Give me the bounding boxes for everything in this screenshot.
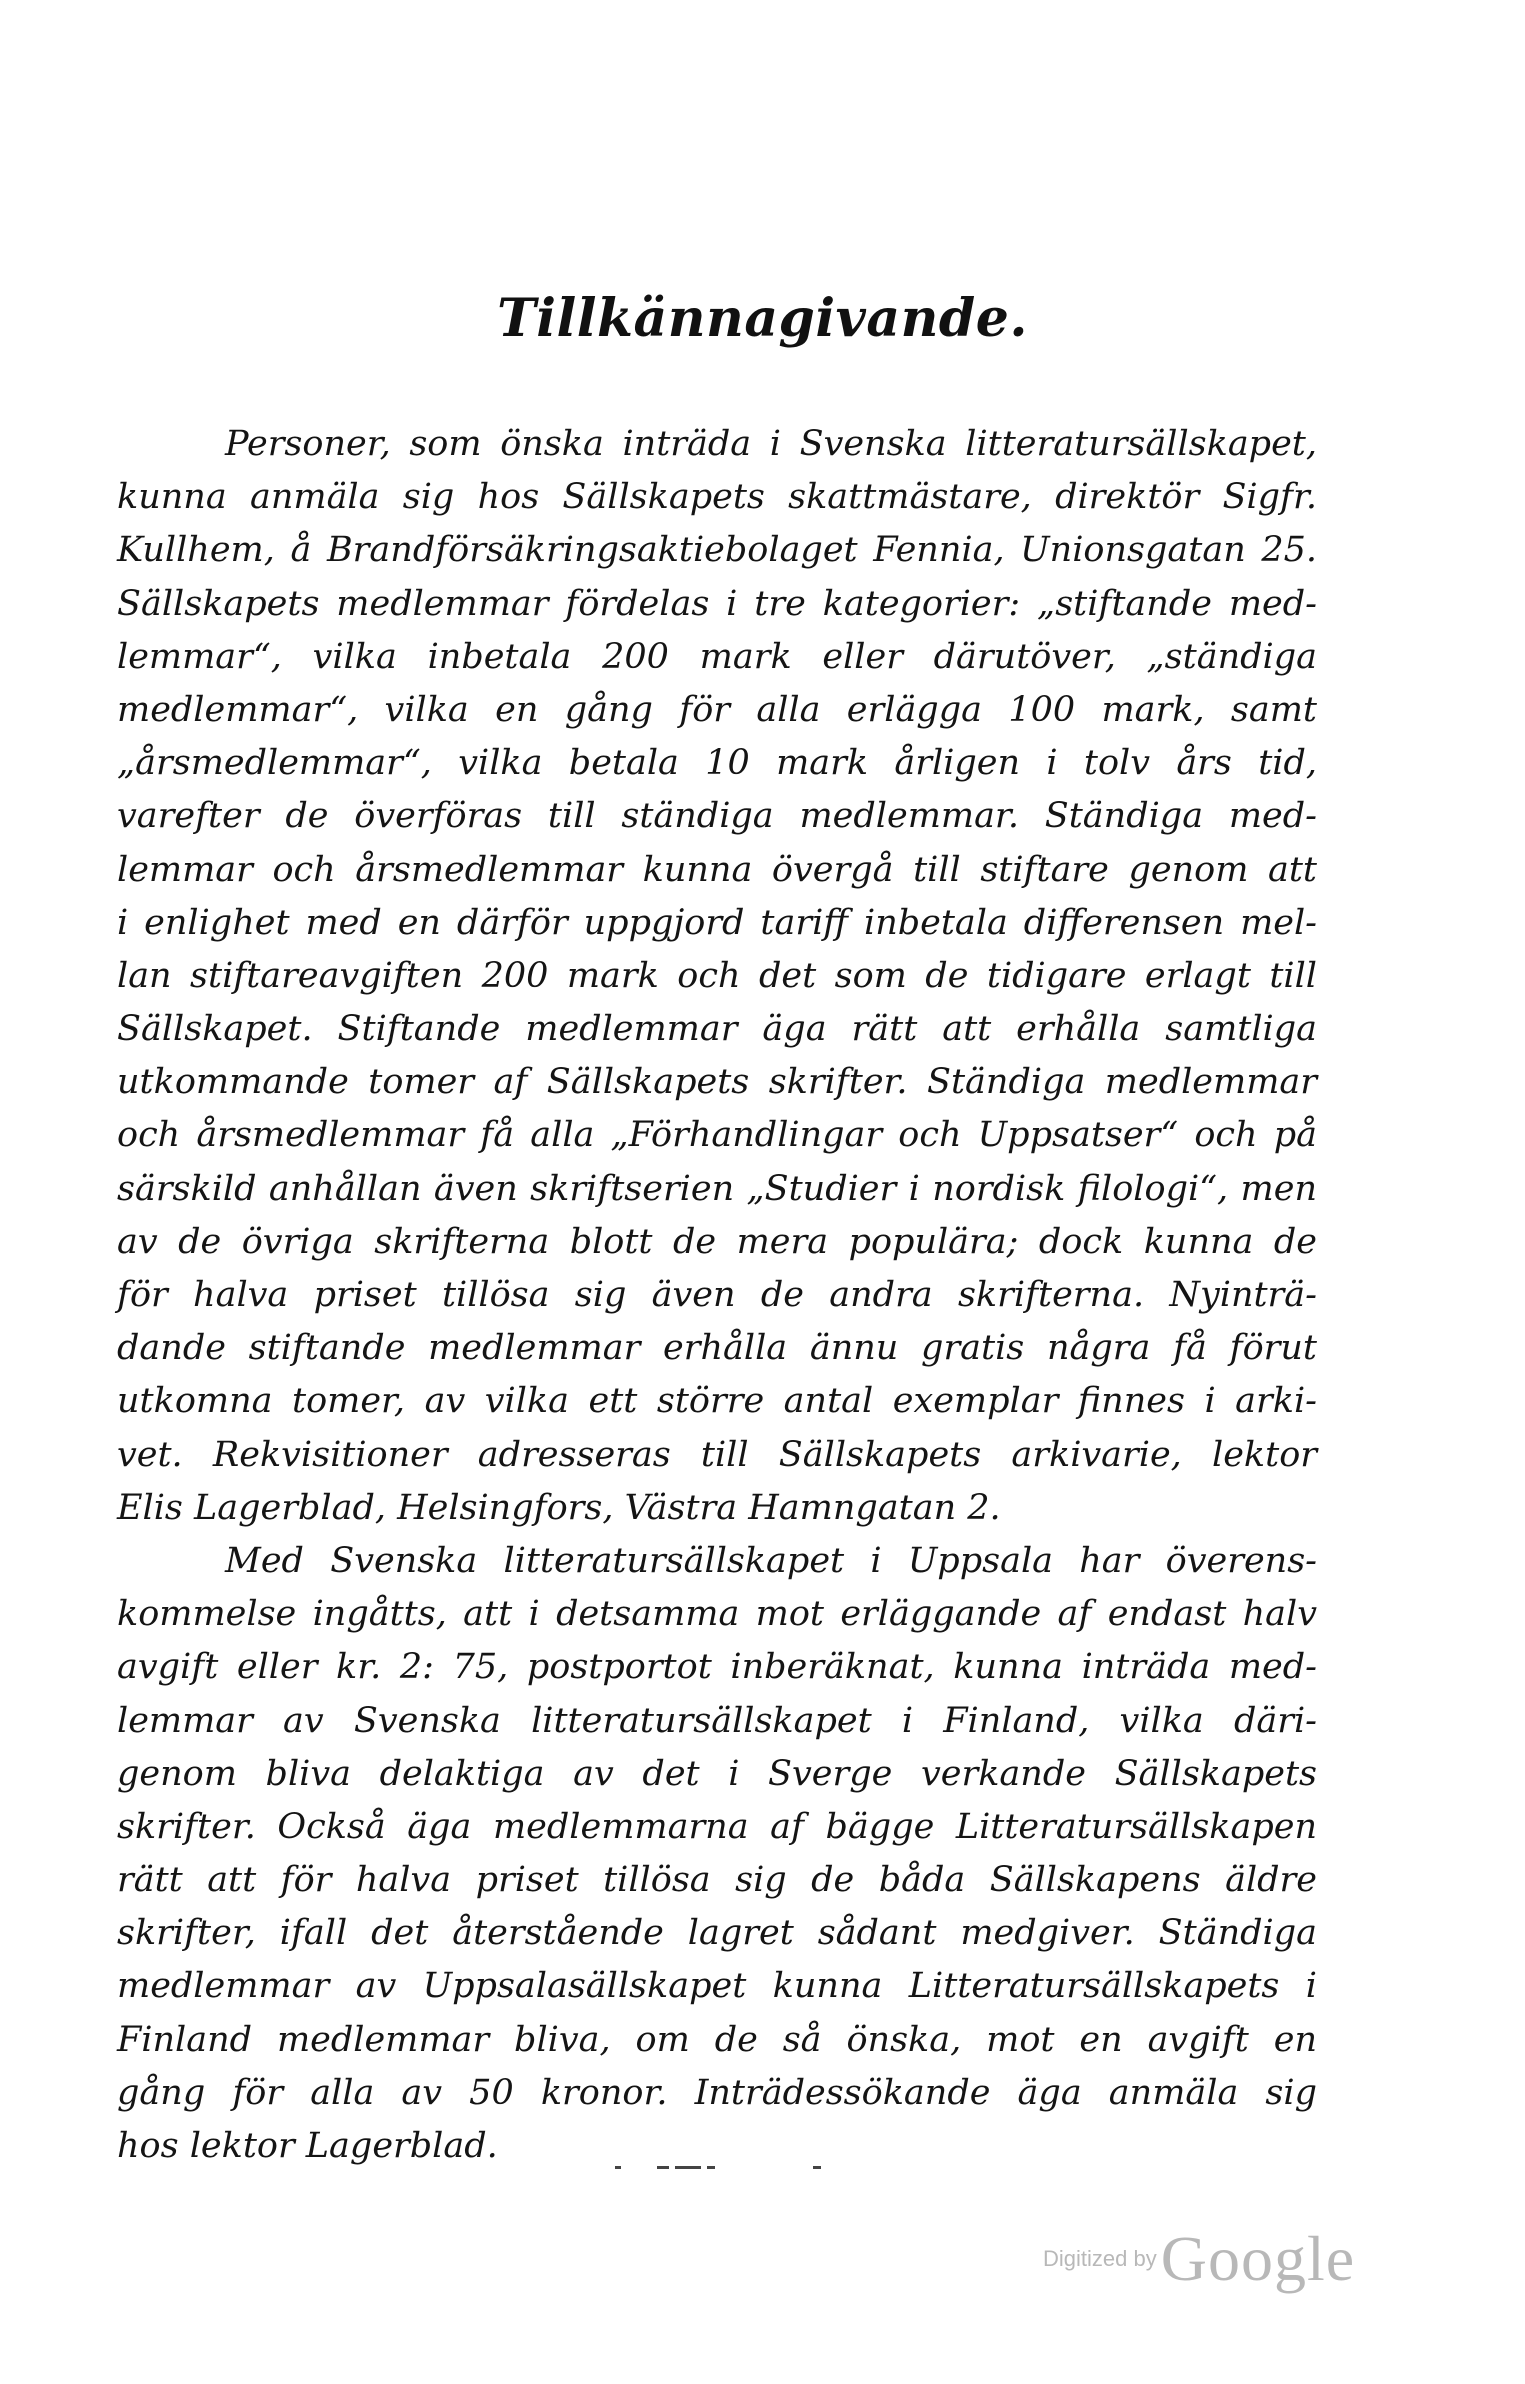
text-line: lan stiftareavgiften 200 mark och det som de tidigare erlagt till bbox=[117, 955, 1317, 996]
text-line: Med Svenska litteratursällskapet i Uppsala har överens- bbox=[225, 1540, 1317, 1581]
text-line: av de övriga skrifterna blott de mera populära; dock kunna de bbox=[117, 1221, 1317, 1262]
text-line: utkommande tomer af Sällskapets skrifter. Ständiga medlemmar bbox=[117, 1062, 1317, 1103]
text-line: medlemmar“, vilka en gång för alla erlägga 100 mark, samt bbox=[117, 689, 1317, 730]
text-line: för halva priset tillösa sig även de andra skrifterna. Nyinträ- bbox=[117, 1275, 1317, 1315]
decorative-rule bbox=[615, 2166, 825, 2172]
paragraph-1 bbox=[117, 418, 1317, 1535]
watermark-prefix: Digitized by bbox=[1043, 2246, 1157, 2271]
text-line: rätt att för halva priset tillösa sig de båda Sällskapens äldre bbox=[117, 1860, 1317, 1901]
text-line: Finland medlemmar bliva, om de så önska, mot en avgift en bbox=[117, 2019, 1317, 2060]
digitized-by-google-watermark bbox=[1043, 2222, 1355, 2296]
text-line: kunna anmäla sig hos Sällskapets skattmästare, direktör Sigfr. bbox=[117, 477, 1317, 518]
text-line: Personer, som önska inträda i Svenska litteratursällskapet, bbox=[225, 424, 1317, 464]
text-line: varefter de överföras till ständiga medlemmar. Ständiga med- bbox=[117, 796, 1317, 837]
watermark-brand: Google bbox=[1160, 2223, 1356, 2294]
text-line: skrifter. Också äga medlemmarna af bägge Litteratursällskapen bbox=[117, 1806, 1317, 1847]
text-line: „årsmedlemmar“, vilka betala 10 mark årligen i tolv års tid, bbox=[117, 743, 1317, 784]
page-title: Tillkännagivande. bbox=[497, 288, 1028, 349]
text-line: skrifter, ifall det återstående lagret sådant medgiver. Ständiga bbox=[117, 1913, 1317, 1954]
text-line: genom bliva delaktiga av det i Sverge verkande Sällskapets bbox=[117, 1753, 1317, 1794]
text-line: hos lektor Lagerblad. bbox=[117, 2126, 498, 2166]
text-line: dande stiftande medlemmar erhålla ännu gratis några få förut bbox=[117, 1328, 1317, 1369]
text-line: avgift eller kr. 2: 75, postportot inberäknat, kunna inträda med- bbox=[117, 1647, 1317, 1688]
text-line: och årsmedlemmar få alla „Förhandlingar och Uppsatser“ och på bbox=[117, 1115, 1317, 1156]
text-line: Sällskapet. Stiftande medlemmar äga rätt att erhålla samtliga bbox=[117, 1009, 1317, 1050]
text-line: kommelse ingåtts, att i detsamma mot erläggande af endast halv bbox=[117, 1594, 1317, 1635]
text-line: medlemmar av Uppsalasällskapet kunna Litteratursällskapets i bbox=[117, 1966, 1317, 2007]
text-line: lemmar av Svenska litteratursällskapet i Finland, vilka däri- bbox=[117, 1700, 1317, 1741]
text-line: gång för alla av 50 kronor. Inträdessökande äga anmäla sig bbox=[117, 2072, 1317, 2113]
text-line: Sällskapets medlemmar fördelas i tre kategorier: „stiftande med- bbox=[117, 583, 1317, 624]
text-line: lemmar“, vilka inbetala 200 mark eller därutöver, „ständiga bbox=[117, 636, 1317, 677]
text-line: särskild anhållan även skriftserien „Studier i nordisk filologi“, men bbox=[117, 1168, 1317, 1209]
paragraph-2 bbox=[117, 1535, 1317, 2173]
text-line: i enlighet med en därför uppgjord tariff inbetala differensen mel- bbox=[117, 902, 1317, 943]
text-line: vet. Rekvisitioner adresseras till Sällskapets arkivarie, lektor bbox=[117, 1434, 1317, 1475]
text-line: utkomna tomer, av vilka ett större antal exemplar finnes i arki- bbox=[117, 1381, 1317, 1422]
text-line: lemmar och årsmedlemmar kunna övergå till stiftare genom att bbox=[117, 849, 1317, 890]
text-line: Elis Lagerblad, Helsingfors, Västra Hamngatan 2. bbox=[117, 1487, 1001, 1528]
text-line: Kullhem, å Brandförsäkringsaktiebolaget Fennia, Unionsgatan 25. bbox=[117, 530, 1317, 571]
body-text bbox=[117, 418, 1317, 2173]
